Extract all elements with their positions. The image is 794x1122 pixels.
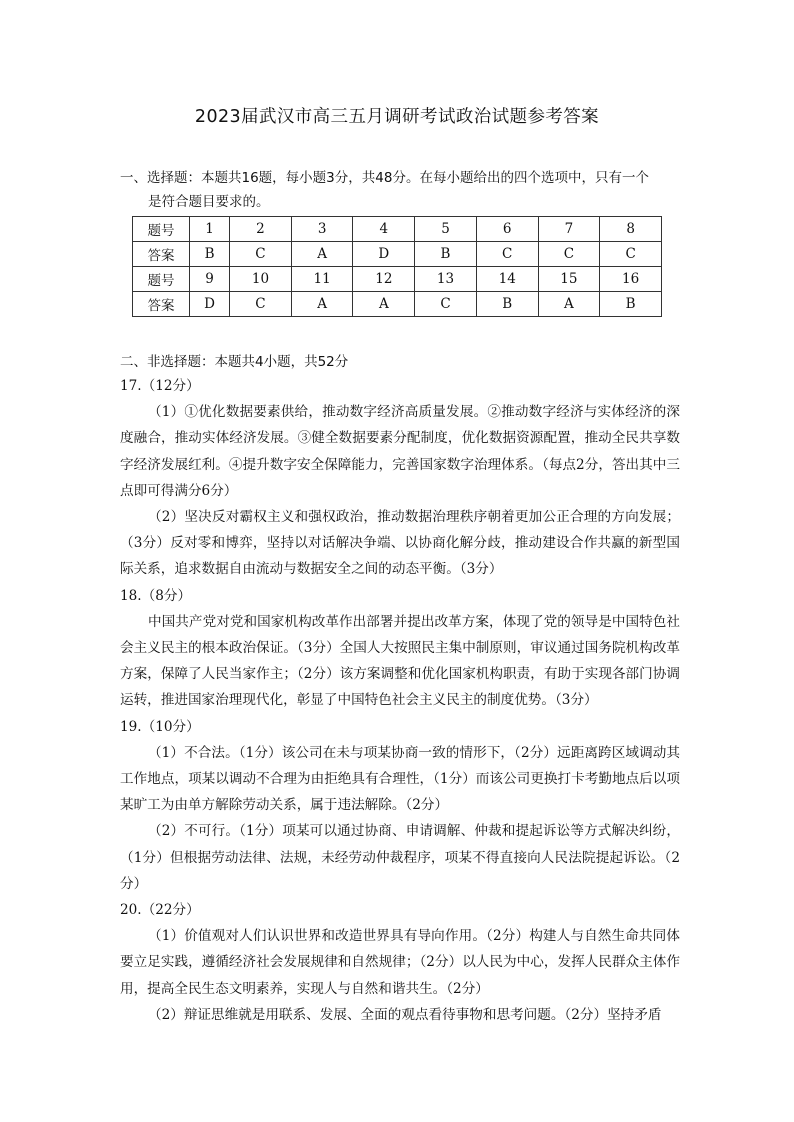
- answer-table-row: [133, 267, 662, 292]
- answer-table-cell: B: [190, 242, 230, 267]
- answer-table-cell: 6: [476, 217, 538, 242]
- section1-heading-line1: 一、选择题：本题共16题，每小题3分，共48分。在每小题给出的四个选项中，只有一个: [120, 170, 649, 186]
- answer-table-cell: B: [415, 242, 477, 267]
- answer-table-cell: B: [600, 292, 662, 317]
- section1-heading: [120, 166, 680, 214]
- q19-answer-2: （2）不可行。（1分）项某可以通过协商、申请调解、仲裁和提起诉讼等方式解决纠纷，（1分）但根据劳动法律、法规，未经劳动仲裁程序，项某不得直接向人民法院提起诉讼。（2分）: [120, 823, 680, 892]
- answer-table-cell: 1: [190, 217, 230, 242]
- answer-table-cell: D: [353, 242, 415, 267]
- answer-table-cell: B: [476, 292, 538, 317]
- answer-table-row-label: 题号: [133, 267, 190, 292]
- answer-table-cell: C: [476, 242, 538, 267]
- q18-answer-1: 中国共产党对党和国家机构改革作出部署并提出改革方案，体现了党的领导是中国特色社会主义民主的根本政治保证。（3分）全国人大按照民主集中制原则，审议通过国务院机构改革方案，保障了人民当家作主；（2分）该方案调整和优化国家机构职责，有助于实现各部门协调运转，推进国家治理现代化，彰显了中国特色社会主义民主的制度优势。（3分）: [120, 613, 680, 709]
- q20-answer-2: （2）辩证思维就是用联系、发展、全面的观点看待事物和思考问题。（2分）坚持矛盾: [148, 1006, 662, 1023]
- answer-table-cell: A: [291, 242, 353, 267]
- answer-table-cell: 13: [415, 267, 477, 292]
- answer-table-cell: C: [538, 242, 600, 267]
- answers-body: [120, 373, 680, 1028]
- answer-table-row: [133, 242, 662, 267]
- answer-table-cell: 11: [291, 267, 353, 292]
- answer-table-row: [133, 292, 662, 317]
- q19-heading: 19.（10分）: [120, 718, 200, 735]
- answer-table-row-label: 题号: [133, 217, 190, 242]
- q17-answer-2: （2）坚决反对霸权主义和强权政治，推动数据治理秩序朝着更加公正合理的方向发展；（3分）反对零和博弈，坚持以对话解决争端、以协商化解分歧，推动建设合作共赢的新型国际关系，追求数据自由流动与数据安全之间的动态平衡。（3分）: [120, 509, 680, 578]
- answer-table-cell: 7: [538, 217, 600, 242]
- q17-heading: 17.（12分）: [120, 378, 200, 394]
- answer-table-cell: A: [291, 292, 353, 317]
- q20-answer-1: （1）价值观对人们认识世界和改造世界具有导向作用。（2分）构建人与自然生命共同体要立足实践，遵循经济社会发展规律和自然规律；（2分）以人民为中心，发挥人民群众主体作用，提高全民生态文明素养，实现人与自然和谐共生。（2分）: [120, 928, 680, 997]
- answer-table-cell: 8: [600, 217, 662, 242]
- q19-answer-1: （1）不合法。（1分）该公司在未与项某协商一致的情形下，（2分）远距离跨区域调动其工作地点，项某以调动不合理为由拒绝具有合理性，（1分）而该公司更换打卡考勤地点后以项某旷工为由单方解除劳动关系，属于违法解除。（2分）: [120, 744, 680, 814]
- answer-table-cell: A: [538, 292, 600, 317]
- page-title: 2023届武汉市高三五月调研考试政治试题参考答案: [194, 107, 600, 127]
- answer-table-cell: 9: [190, 267, 230, 292]
- answer-table-cell: C: [230, 242, 292, 267]
- answer-table-cell: C: [415, 292, 477, 317]
- answer-table-cell: 16: [600, 267, 662, 292]
- answer-table-cell: C: [600, 242, 662, 267]
- answer-table-cell: 2: [230, 217, 292, 242]
- answer-table-row-label: 答案: [133, 292, 190, 317]
- section1-heading-line2: 是符合题目要求的。: [148, 194, 270, 210]
- answer-table-cell: 14: [476, 267, 538, 292]
- answer-table-cell: 12: [353, 267, 415, 292]
- answer-table-cell: C: [230, 292, 292, 317]
- answer-table-row-label: 答案: [133, 242, 190, 267]
- answer-table-cell: A: [353, 292, 415, 317]
- answer-table-cell: 15: [538, 267, 600, 292]
- q20-heading: 20.（22分）: [120, 902, 200, 919]
- answer-table-cell: D: [190, 292, 230, 317]
- answer-table-row: [133, 217, 662, 242]
- answer-table-cell: 10: [230, 267, 292, 292]
- answer-table-cell: 4: [353, 217, 415, 242]
- answer-table-cell: 3: [291, 217, 353, 242]
- section2-heading: 二、非选择题：本题共4小题，共52分: [120, 354, 349, 370]
- q17-answer-1: （1）①优化数据要素供给，推动数字经济高质量发展。②推动数字经济与实体经济的深度融合，推动实体经济发展。③健全数据要素分配制度，优化数据资源配置，推动全民共享数字经济发展红利。④提升数字安全保障能力，完善国家数字治理体系。（每点2分，答出其中三点即可得满分6分）: [120, 404, 680, 499]
- answer-table-cell: 5: [415, 217, 477, 242]
- q18-heading: 18.（8分）: [120, 587, 192, 604]
- answer-table: [132, 216, 662, 317]
